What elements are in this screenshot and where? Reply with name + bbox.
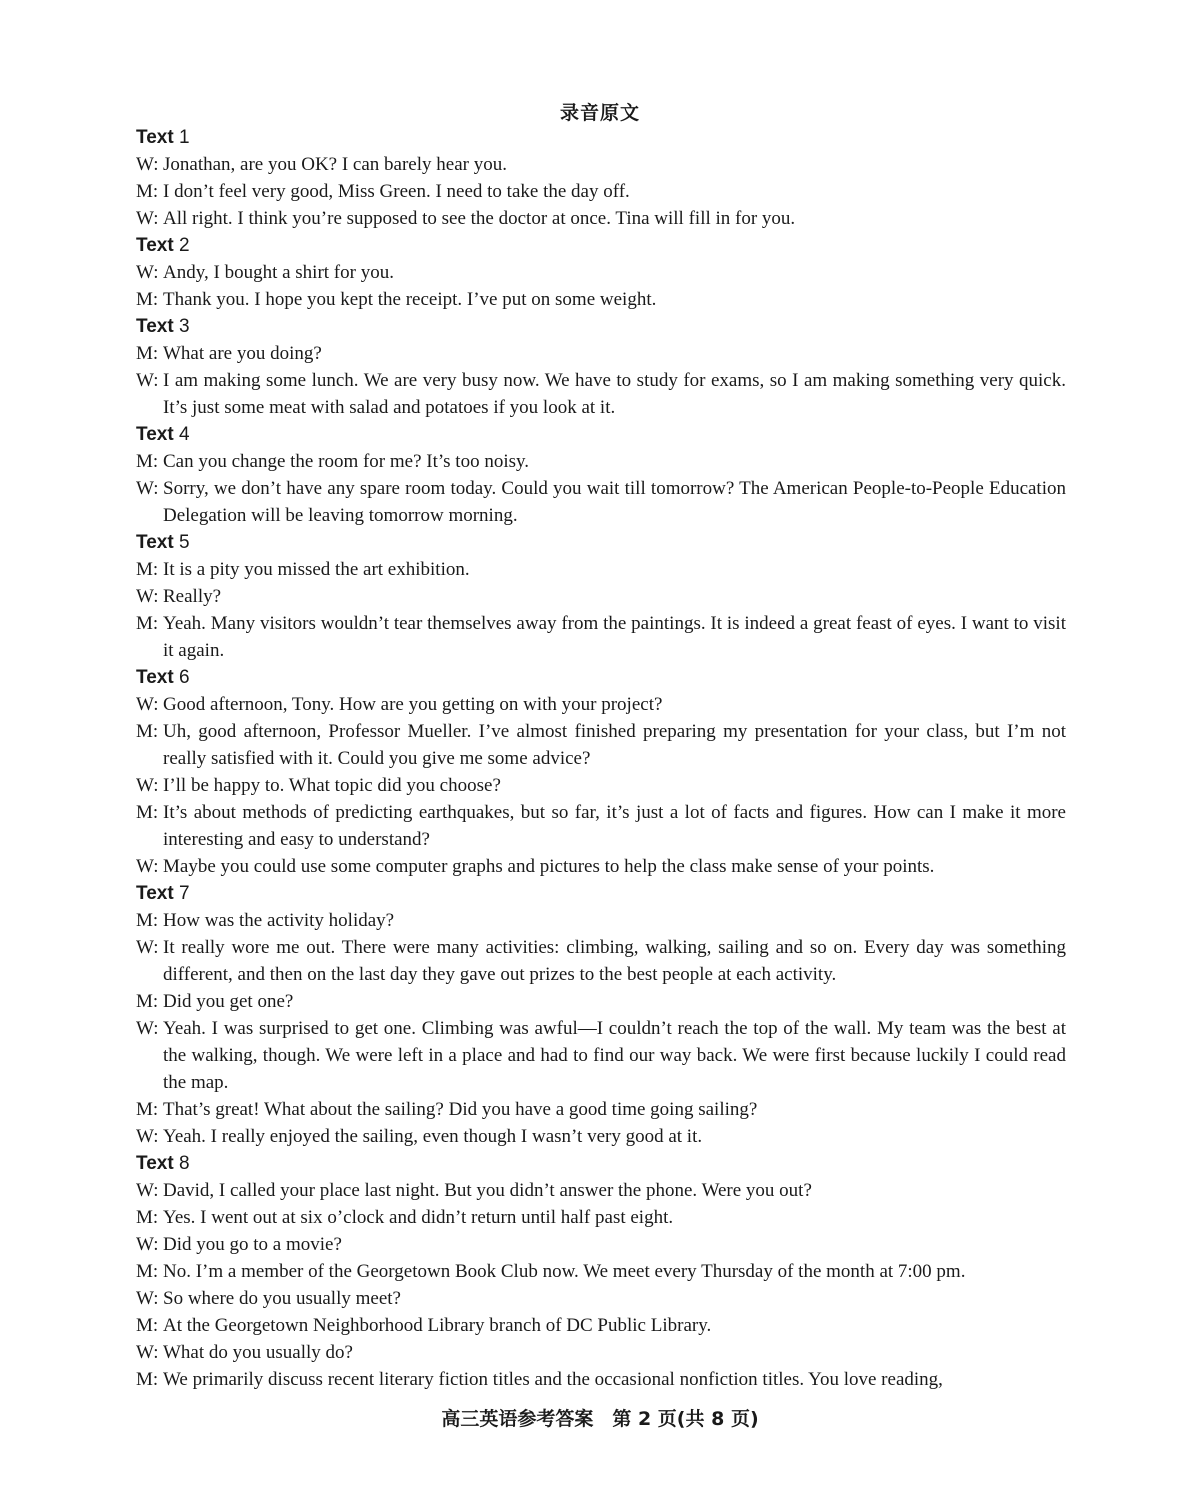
text-heading <box>136 124 1066 151</box>
text-section <box>136 313 1066 421</box>
dialogue-text: Yeah. I was surprised to get one. Climbing was awful—I couldn’t reach the top of the wall. My team was the best at the walking, though. We were left in a place and had to find our way back. We were first because luckily I could read the map. <box>163 1018 1066 1093</box>
text-heading-label: Text <box>136 316 174 337</box>
speaker-label: W: <box>136 262 159 283</box>
speaker-label: W: <box>136 586 159 607</box>
text-heading-number: 2 <box>178 235 190 256</box>
dialogue-line <box>136 1096 1066 1123</box>
speaker-label: W: <box>136 694 159 715</box>
speaker-label: W: <box>136 937 159 958</box>
text-heading <box>136 529 1066 556</box>
dialogue-text: Really? <box>163 586 222 607</box>
page-footer: 高三英语参考答案 第 2 页(共 8 页) <box>441 1408 759 1430</box>
dialogue-line <box>136 718 1066 772</box>
text-heading <box>136 313 1066 340</box>
dialogue-line <box>136 1285 1066 1312</box>
dialogue-text: Did you get one? <box>163 991 294 1012</box>
text-heading-number: 5 <box>178 532 190 553</box>
speaker-label: M: <box>136 910 159 931</box>
text-heading-number: 3 <box>178 316 190 337</box>
dialogue-text: Good afternoon, Tony. How are you getting on with your project? <box>163 694 663 715</box>
speaker-label: M: <box>136 1207 159 1228</box>
dialogue-text: Sorry, we don’t have any spare room today. Could you wait till tomorrow? The American People-to-People Education Delegation will be leaving tomorrow morning. <box>163 478 1066 526</box>
speaker-label: W: <box>136 1234 159 1255</box>
text-section <box>136 880 1066 1150</box>
text-section <box>136 664 1066 880</box>
dialogue-text: I am making some lunch. We are very busy now. We have to study for exams, so I am making something very quick. It’s just some meat with salad and potatoes if you look at it. <box>163 370 1066 418</box>
text-heading-label: Text <box>136 883 174 904</box>
text-heading <box>136 232 1066 259</box>
text-heading-label: Text <box>136 532 174 553</box>
text-heading-label: Text <box>136 667 174 688</box>
dialogue-line <box>136 1366 1066 1393</box>
speaker-label: M: <box>136 181 159 202</box>
text-heading-number: 4 <box>178 424 190 445</box>
text-heading <box>136 1150 1066 1177</box>
speaker-label: W: <box>136 1342 159 1363</box>
dialogue-text: It’s about methods of predicting earthquakes, but so far, it’s just a lot of facts and figures. How can I make it more interesting and easy to understand? <box>163 802 1066 850</box>
text-heading <box>136 880 1066 907</box>
dialogue-text: Thank you. I hope you kept the receipt. I’ve put on some weight. <box>163 289 657 310</box>
dialogue-line <box>136 1123 1066 1150</box>
speaker-label: M: <box>136 559 159 580</box>
text-heading-number: 1 <box>178 127 190 148</box>
dialogue-line <box>136 1339 1066 1366</box>
page-title: 录音原文 <box>559 102 640 124</box>
dialogue-line <box>136 178 1066 205</box>
transcript-body <box>136 124 1066 1393</box>
dialogue-text: Did you go to a movie? <box>163 1234 342 1255</box>
dialogue-text: What do you usually do? <box>163 1342 353 1363</box>
speaker-label: M: <box>136 1315 159 1336</box>
speaker-label: W: <box>136 1018 159 1039</box>
dialogue-text: It is a pity you missed the art exhibition. <box>163 559 470 580</box>
dialogue-line <box>136 853 1066 880</box>
text-heading-number: 8 <box>178 1153 190 1174</box>
text-heading <box>136 664 1066 691</box>
dialogue-text: At the Georgetown Neighborhood Library branch of DC Public Library. <box>163 1315 712 1336</box>
speaker-label: M: <box>136 991 159 1012</box>
dialogue-text: I don’t feel very good, Miss Green. I need to take the day off. <box>163 181 630 202</box>
dialogue-text: Can you change the room for me? It’s too noisy. <box>163 451 530 472</box>
dialogue-line <box>136 907 1066 934</box>
speaker-label: M: <box>136 1369 159 1390</box>
dialogue-line <box>136 772 1066 799</box>
dialogue-text: Yeah. Many visitors wouldn’t tear themselves away from the paintings. It is indeed a great feast of eyes. I want to visit it again. <box>163 613 1066 661</box>
dialogue-line <box>136 340 1066 367</box>
dialogue-line <box>136 583 1066 610</box>
dialogue-line <box>136 448 1066 475</box>
dialogue-line <box>136 151 1066 178</box>
dialogue-text: Yeah. I really enjoyed the sailing, even though I wasn’t very good at it. <box>163 1126 703 1147</box>
dialogue-line <box>136 988 1066 1015</box>
dialogue-text: We primarily discuss recent literary fiction titles and the occasional nonfiction titles. You love reading, <box>163 1369 943 1390</box>
dialogue-text: So where do you usually meet? <box>163 1288 401 1309</box>
dialogue-text: Maybe you could use some computer graphs and pictures to help the class make sense of your points. <box>163 856 935 877</box>
dialogue-text: How was the activity holiday? <box>163 910 395 931</box>
text-heading <box>136 421 1066 448</box>
dialogue-text: Andy, I bought a shirt for you. <box>163 262 394 283</box>
speaker-label: W: <box>136 856 159 877</box>
text-heading-label: Text <box>136 424 174 445</box>
dialogue-text: What are you doing? <box>163 343 322 364</box>
speaker-label: W: <box>136 1288 159 1309</box>
dialogue-line <box>136 1231 1066 1258</box>
text-heading-number: 7 <box>178 883 190 904</box>
speaker-label: M: <box>136 802 159 823</box>
speaker-label: W: <box>136 478 159 499</box>
speaker-label: M: <box>136 1261 159 1282</box>
text-heading-label: Text <box>136 127 174 148</box>
dialogue-line <box>136 799 1066 853</box>
text-section <box>136 232 1066 313</box>
text-heading-number: 6 <box>178 667 190 688</box>
dialogue-line <box>136 1312 1066 1339</box>
text-section <box>136 124 1066 232</box>
dialogue-line <box>136 610 1066 664</box>
text-section <box>136 1150 1066 1393</box>
dialogue-text: David, I called your place last night. But you didn’t answer the phone. Were you out? <box>163 1180 812 1201</box>
dialogue-line <box>136 691 1066 718</box>
speaker-label: M: <box>136 289 159 310</box>
dialogue-line <box>136 1204 1066 1231</box>
text-section <box>136 421 1066 529</box>
dialogue-line <box>136 934 1066 988</box>
dialogue-line <box>136 1015 1066 1096</box>
speaker-label: M: <box>136 613 159 634</box>
dialogue-line <box>136 1258 1066 1285</box>
dialogue-line <box>136 556 1066 583</box>
dialogue-line <box>136 259 1066 286</box>
speaker-label: M: <box>136 721 159 742</box>
speaker-label: M: <box>136 343 159 364</box>
speaker-label: M: <box>136 1099 159 1120</box>
text-heading-label: Text <box>136 235 174 256</box>
speaker-label: W: <box>136 370 159 391</box>
dialogue-text: It really wore me out. There were many activities: climbing, walking, sailing and so on. Every day was something different, and then on the last day they gave out prizes to the best people at each activity. <box>163 937 1066 985</box>
dialogue-line <box>136 475 1066 529</box>
speaker-label: W: <box>136 208 159 229</box>
dialogue-text: I’ll be happy to. What topic did you choose? <box>163 775 501 796</box>
text-section <box>136 529 1066 664</box>
dialogue-text: Uh, good afternoon, Professor Mueller. I’ve almost finished preparing my presentation for your class, but I’m not really satisfied with it. Could you give me some advice? <box>163 721 1066 769</box>
speaker-label: W: <box>136 154 159 175</box>
dialogue-text: All right. I think you’re supposed to see the doctor at once. Tina will fill in for you. <box>163 208 796 229</box>
speaker-label: M: <box>136 451 159 472</box>
dialogue-line <box>136 286 1066 313</box>
dialogue-line <box>136 1177 1066 1204</box>
dialogue-text: That’s great! What about the sailing? Did you have a good time going sailing? <box>163 1099 758 1120</box>
speaker-label: W: <box>136 1126 159 1147</box>
dialogue-line <box>136 205 1066 232</box>
text-heading-label: Text <box>136 1153 174 1174</box>
dialogue-line <box>136 367 1066 421</box>
dialogue-text: No. I’m a member of the Georgetown Book Club now. We meet every Thursday of the month at 7:00 pm. <box>163 1261 966 1282</box>
dialogue-text: Jonathan, are you OK? I can barely hear you. <box>163 154 507 175</box>
speaker-label: W: <box>136 775 159 796</box>
speaker-label: W: <box>136 1180 159 1201</box>
dialogue-text: Yes. I went out at six o’clock and didn’t return until half past eight. <box>163 1207 674 1228</box>
